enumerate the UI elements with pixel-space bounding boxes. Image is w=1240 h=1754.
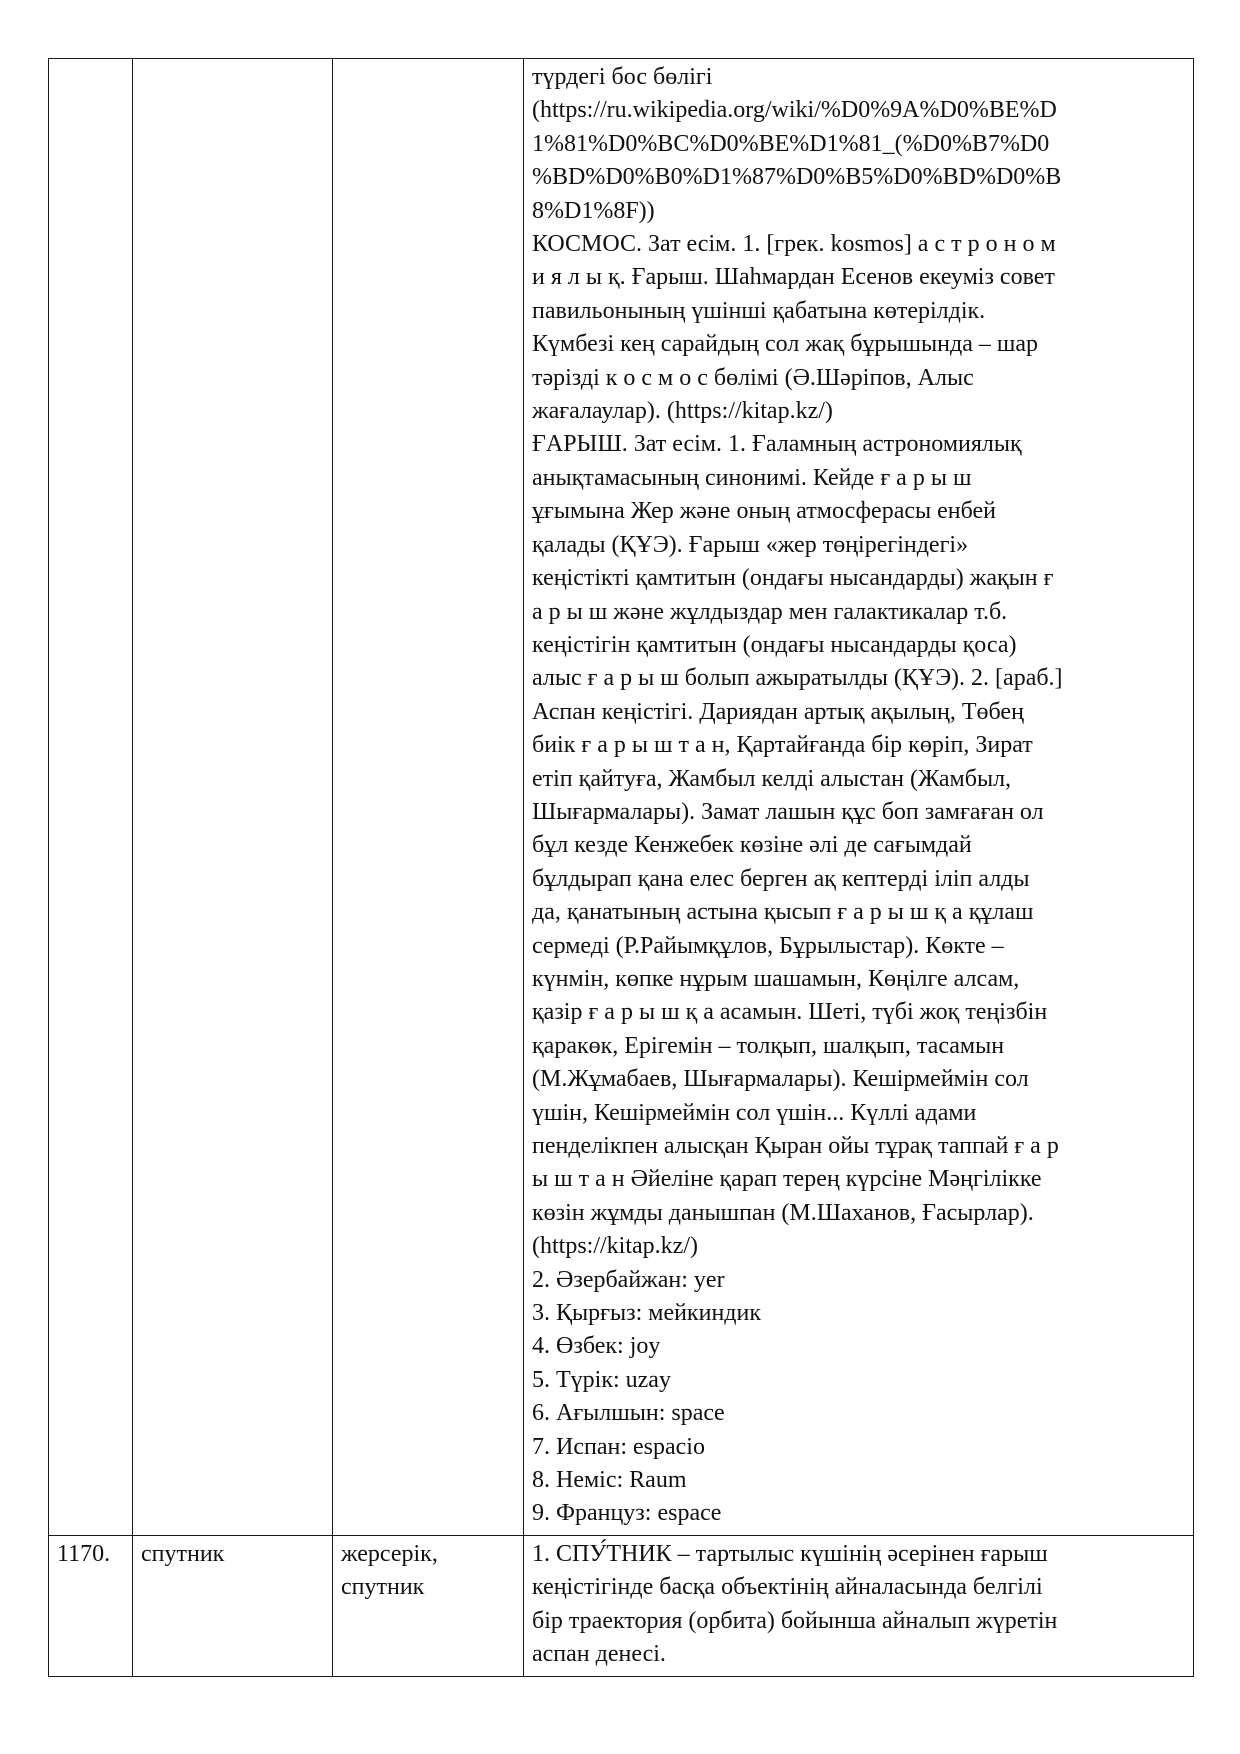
term-table [48,58,1194,1677]
definition-line: 6. Ағылшын: space [532,1400,725,1427]
definition-line: %BD%D0%B0%D1%87%D0%B5%D0%BD%D0%B [532,164,1062,191]
definition-line: ы ш т а н Әйеліне қарап терең күрсіне Мәңгілікке [532,1166,1042,1193]
definition-line: Күмбезі кең сарайдың сол жақ бұрышында – шар [532,331,1039,358]
definition-line: 9. Француз: espace [532,1500,722,1527]
definition-line: 4. Өзбек: joy [532,1333,661,1360]
definition-line: бұлдырап қана елес берген ақ кептерді іліп алды [532,865,1030,892]
definition-line: Шығармалары). Замат лашын құс боп замғаған ол [532,798,1044,825]
cell-russian-term: спутник [133,1535,333,1676]
definition-line: ҒАРЫШ. Зат есім. 1. Ғаламның астрономиялық [532,431,1022,458]
definition-line: кеңістігін қамтитын (ондағы нысандарды қоса) [532,631,1017,658]
table-row [49,59,1194,1536]
definition-line: павильонының үшінші қабатына көтерілдік. [532,297,986,324]
definition-line: қалады (ҚҰЭ). Ғарыш «жер төңірегіндегі» [532,531,969,558]
definition-line: Аспан кеңістігі. Дариядан артық ақылың, Төбең [532,698,1024,725]
definition-line: кеңістігінде басқа объектінің айналасында белгілі [532,1574,1043,1601]
definition-line: анықтамасының синонимі. Кейде ғ а р ы ш [532,464,972,491]
definition-line: күнмін, көпке нұрым шашамын, Көңілге алсам, [532,965,1020,992]
definition-line: сермеді (Р.Райымқұлов, Бұрылыстар). Көкте – [532,932,1004,959]
definition-line: 5. Түрік: uzay [532,1366,671,1393]
definition-line: 2. Әзербайжан: yer [532,1266,725,1293]
definition-line: КОСМОС. Зат есім. 1. [грек. kosmos] а с т р о н о м [532,231,1056,258]
definition-line: 1%81%D0%BC%D0%BE%D1%81_(%D0%B7%D0 [532,130,1050,157]
definition-line: ұғымына Жер және оның атмосферасы енбей [532,498,997,525]
definition-line: 3. Қырғыз: мейкиндик [532,1300,761,1327]
cell-russian-term [133,59,333,1536]
table-row [49,1535,1194,1676]
definition-line: үшін, Кешірмеймін сол үшін... Күллі адами [532,1099,977,1126]
definition-line: 8. Неміс: Raum [532,1467,687,1494]
definition-line: (М.Жұмабаев, Шығармалары). Кешірмеймін сол [532,1066,1029,1093]
cell-number: 1170. [49,1535,133,1676]
definition-line: 1. СПУ́ТНИК – тартылыс күшінің әсерінен ғарыш [532,1540,1048,1567]
definition-line: 7. Испан: espacio [532,1433,705,1460]
definition-line: (https://kitap.kz/) [532,1233,698,1260]
kazakh-term-line: жерсерік, [341,1540,438,1567]
definition-line: етіп қайтуға, Жамбыл келді алыстан (Жамбыл, [532,765,1012,792]
definition-line: а р ы ш және жұлдыздар мен галактикалар т.б. [532,598,1008,625]
definition-line: жағалаулар). (https://kitap.kz/) [532,398,833,425]
definition-line: и я л ы қ. Ғарыш. Шаһмардан Есенов екеуміз совет [532,264,1055,291]
definition-line: бір траектория (орбита) бойынша айналып жүретін [532,1607,1058,1634]
definition-line: түрдегі бос бөлігі [532,64,713,90]
definition-line: қазір ғ а р ы ш қ а асамын. Шеті, түбі жоқ теңізбін [532,999,1048,1026]
definition-line: да, қанатының астына қысып ғ а р ы ш қ а құлаш [532,899,1034,926]
definition-line: 8%D1%8F)) [532,197,655,224]
definition-line: көзін жұмды данышпан (М.Шаханов, Ғасырлар). [532,1199,1034,1226]
definition-line: кеңістікті қамтитын (ондағы нысандарды) жақын ғ [532,565,1054,592]
definition-line: тәрізді к о с м о с бөлімі (Ә.Шәріпов, Алыс [532,364,974,391]
cell-number [49,59,133,1536]
definition-line: пенделікпен алысқан Қыран ойы тұрақ таппай ғ а р [532,1133,1059,1159]
cell-definition [524,59,1194,1536]
definition-line: (https://ru.wikipedia.org/wiki/%D0%9A%D0%BE%D [532,97,1057,124]
kazakh-term-line: спутник [341,1574,425,1601]
cell-definition [524,1535,1194,1676]
definition-line: биік ғ а р ы ш т а н, Қартайғанда бір көріп, Зират [532,732,1033,759]
cell-kazakh-term [333,59,524,1536]
definition-line: аспан денесі. [532,1641,666,1668]
definition-line: қаракөк, Ерігемін – толқып, шалқып, тасамын [532,1032,1005,1059]
definition-line: алыс ғ а р ы ш болып ажыратылды (ҚҰЭ). 2. [араб.] [532,665,1063,692]
definition-line: бұл кезде Кенжебек көзіне әлі де сағымдай [532,832,972,859]
cell-kazakh-term [333,1535,524,1676]
